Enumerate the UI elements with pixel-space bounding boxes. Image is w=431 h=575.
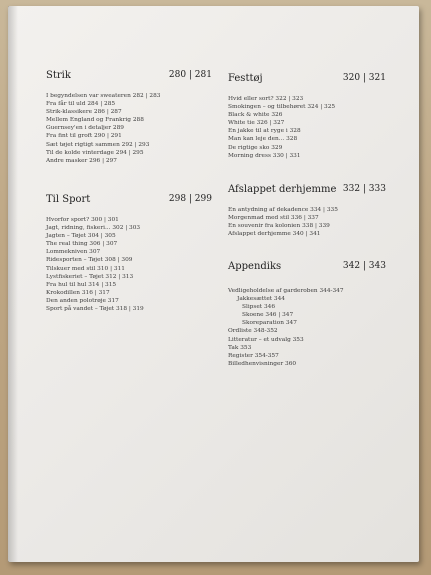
toc-entry: Guernsey'en i detaljer 289 <box>46 125 124 132</box>
toc-entry: Fra får til uld 284 | 285 <box>46 101 116 108</box>
section-afslappet-derhjemme <box>228 184 386 238</box>
toc-entry: I begyndelsen var sweateren 282 | 283 <box>46 93 161 99</box>
book-page <box>8 6 419 562</box>
toc-subentry: Skoreparation 347 <box>242 320 297 327</box>
toc-entry: Fra fint til groft 290 | 291 <box>46 133 122 140</box>
toc-entry: Sport på vandet – Tøjet 318 | 319 <box>46 306 144 313</box>
toc-list <box>46 216 212 313</box>
toc-entry: Black & white 326 <box>228 112 283 119</box>
toc-subentry: Slipset 346 <box>242 304 276 311</box>
toc-entry: Den anden polotrøje 317 <box>46 297 119 304</box>
toc-entry: Lystfiskeriet – Tøjet 312 | 313 <box>46 273 134 280</box>
section-pages: 320 | 321 <box>342 73 386 83</box>
toc-entry: Andre masker 296 | 297 <box>46 157 117 164</box>
toc-list <box>228 287 386 368</box>
toc-list <box>228 206 386 238</box>
toc-entry: Morning dress 330 | 331 <box>228 152 301 159</box>
toc-entry: Man kan leje den... 328 <box>228 136 298 143</box>
toc-entry: En jakke til at ryge i 328 <box>228 128 301 135</box>
toc-entry: Tilskuer med stil 310 | 311 <box>46 265 125 272</box>
section-festtoj <box>228 73 386 160</box>
toc-entry: En antydning af dekadence 334 | 335 <box>228 207 338 213</box>
toc-entry: Register 354-357 <box>228 352 279 359</box>
toc-entry: Ridesporten – Tøjet 308 | 309 <box>46 257 133 264</box>
section-pages: 332 | 333 <box>342 184 386 194</box>
toc-entry: Krokodillen 316 | 317 <box>46 289 110 296</box>
toc-entry: Billedhenvisninger 360 <box>228 360 297 367</box>
toc-entry: White tie 326 | 327 <box>228 120 285 127</box>
toc-subentry: Jakkesættet 344 <box>237 296 285 303</box>
toc-entry: Litteratur – et udvalg 353 <box>228 336 304 343</box>
toc-list <box>228 95 386 160</box>
section-title: Afslappet derhjemme <box>228 184 337 195</box>
toc-entry: Morgenmad med stil 336 | 337 <box>228 215 319 222</box>
toc-entry: Afslappet derhjemme 340 | 341 <box>228 231 321 238</box>
section-pages: 280 | 281 <box>168 70 212 80</box>
toc-entry: Lommekniven 307 <box>46 249 101 256</box>
toc-entry: Mellem England og Frankrig 288 <box>46 117 144 124</box>
toc-list <box>46 92 212 165</box>
section-title: Appendiks <box>228 261 282 272</box>
toc-entry: De rigtige sko 329 <box>228 144 283 151</box>
toc-entry: Tak 353 <box>228 344 252 351</box>
toc-entry: Jagten – Tøjet 304 | 305 <box>46 233 116 240</box>
toc-subentry: Skoene 346 | 347 <box>242 312 294 319</box>
toc-entry: Til de kolde vinterdage 294 | 295 <box>46 149 144 156</box>
section-title: Festtøj <box>228 73 263 84</box>
toc-entry: En souvenir fra kolonien 338 | 339 <box>228 223 330 230</box>
section-appendiks <box>228 261 386 368</box>
toc-entry: The real thing 306 | 307 <box>46 241 118 248</box>
toc-entry: Jagt, ridning, fiskeri... 302 | 303 <box>46 225 141 232</box>
section-title: Til Sport <box>46 194 91 205</box>
section-pages: 342 | 343 <box>342 261 386 271</box>
toc-entry: Vedligeholdelse af garderoben 344-347 <box>228 288 344 294</box>
page-spine-shadow <box>8 6 18 562</box>
section-til-sport <box>46 194 212 313</box>
toc-entry: Ordliste 348-352 <box>228 328 278 335</box>
toc-entry: Hvid eller sort? 322 | 323 <box>228 96 304 102</box>
section-pages: 298 | 299 <box>168 194 212 204</box>
toc-entry: Sæt tøjet rigtigt sammen 292 | 293 <box>46 141 150 148</box>
toc-entry: Fra hul til hul 314 | 315 <box>46 281 117 288</box>
section-strik <box>46 70 212 165</box>
toc-entry: Smokingen – og tilbehøret 324 | 325 <box>228 104 336 111</box>
toc-entry: Hvorfor sport? 300 | 301 <box>46 217 119 223</box>
toc-entry: Strik-klassikere 286 | 287 <box>46 109 122 116</box>
section-title: Strik <box>46 70 71 81</box>
